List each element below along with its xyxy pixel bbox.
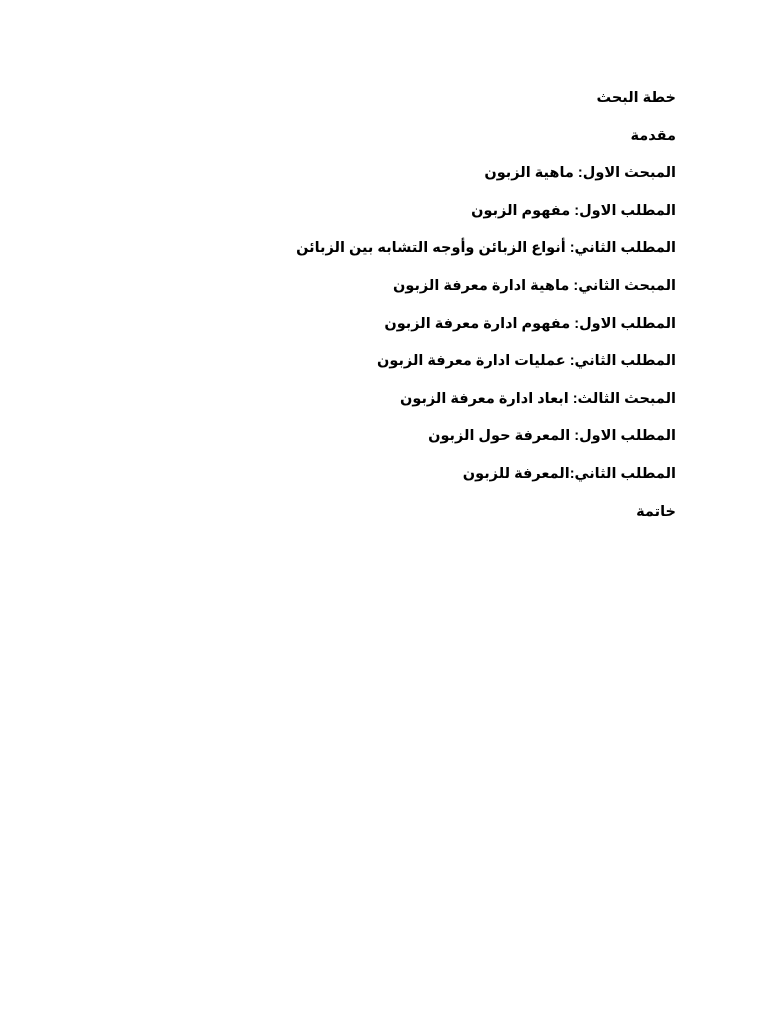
introduction-heading: مقدمة [630, 127, 676, 144]
section-3-topic-2: المطلب الثاني:المعرفة للزبون [462, 465, 676, 482]
section-1-heading: المبحث الاول: ماهية الزبون [484, 165, 676, 182]
section-2-topic-2: المطلب الثاني: عمليات ادارة معرفة الزبون [377, 353, 676, 370]
section-1-topic-1: المطلب الاول: مفهوم الزبون [471, 202, 676, 219]
section-3-heading: المبحث الثالث: ابعاد ادارة معرفة الزبون [400, 390, 676, 407]
section-1-topic-2: المطلب الثاني: أنواع الزبائن وأوجه التشابه بين الزبائن [296, 240, 676, 257]
research-plan-outline [116, 80, 676, 531]
section-3-topic-1: المطلب الاول: المعرفة حول الزبون [428, 428, 676, 445]
document-title: خطة البحث [596, 90, 676, 106]
conclusion-heading: خاتمة [636, 503, 676, 520]
section-2-heading: المبحث الثاني: ماهية ادارة معرفة الزبون [392, 277, 676, 294]
section-2-topic-1: المطلب الاول: مفهوم ادارة معرفة الزبون [384, 315, 676, 332]
